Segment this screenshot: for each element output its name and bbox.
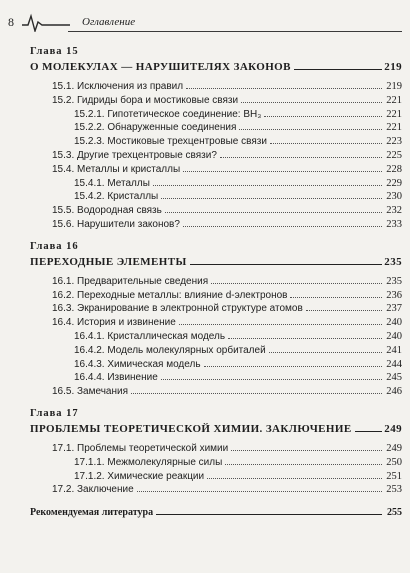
dot-leader <box>228 338 382 339</box>
dot-leader <box>153 185 382 186</box>
chapter-block <box>30 46 402 232</box>
dot-leader <box>204 366 382 367</box>
section-entry[interactable] <box>30 204 402 218</box>
section-entry-page: 225 <box>386 149 402 161</box>
subsection-entry[interactable] <box>30 344 402 358</box>
chapter-label: Глава 17 <box>30 407 79 419</box>
dot-leader <box>131 393 382 394</box>
section-entry[interactable] <box>30 80 402 94</box>
chapter-title-page: 219 <box>384 61 402 73</box>
subsection-entry-text: 16.4.4. Извинение <box>74 372 158 384</box>
subsection-entry-page: 241 <box>386 344 402 356</box>
subsection-entry-text: 15.2.1. Гипотетическое соединение: BH₃ <box>74 108 262 120</box>
subsection-entry-text: 17.1.2. Химические реакции <box>74 470 205 482</box>
dot-leader <box>183 171 382 172</box>
chapter-title-page: 235 <box>384 255 402 268</box>
running-header <box>8 12 402 32</box>
section-entry[interactable] <box>30 275 402 289</box>
section-entry-page: 228 <box>386 163 402 175</box>
subsection-entry-text: 16.4.3. Химическая модель <box>74 358 201 370</box>
header-rule <box>68 31 402 32</box>
subsection-entry[interactable] <box>30 121 402 135</box>
section-entry[interactable] <box>30 289 402 303</box>
subsection-entry-page: 229 <box>386 177 402 189</box>
subsection-entry[interactable] <box>30 358 402 372</box>
table-of-contents <box>30 46 402 520</box>
section-entry-text: 15.4. Металлы и кристаллы <box>52 163 181 175</box>
dot-leader <box>225 464 382 465</box>
section-entry[interactable] <box>30 483 402 497</box>
dot-leader <box>137 491 382 492</box>
references-entry-text: Рекомендуемая литература <box>30 507 154 519</box>
chapter-block <box>30 408 402 497</box>
subsection-entry-page: 230 <box>386 191 402 203</box>
dot-leader <box>270 143 382 144</box>
dot-leader <box>306 310 382 311</box>
dot-leader <box>355 431 382 432</box>
subsection-entry-page: 221 <box>386 122 402 134</box>
section-entry-page: 232 <box>386 205 402 217</box>
section-entry-page: 221 <box>386 94 402 106</box>
section-entry-text: 16.4. История и извинение <box>52 317 176 329</box>
section-entry-text: 15.5. Водородная связь <box>52 205 162 217</box>
chapter-label: Глава 16 <box>30 240 79 252</box>
subsection-entry[interactable] <box>30 470 402 484</box>
section-entry-page: 237 <box>386 303 402 315</box>
section-entry-page: 253 <box>386 484 402 496</box>
section-entry[interactable] <box>30 163 402 177</box>
dot-leader <box>183 226 382 227</box>
section-entry-text: 16.5. Замечания <box>52 386 129 398</box>
section-entry[interactable] <box>30 316 402 330</box>
section-entry[interactable] <box>30 149 402 163</box>
references-entry[interactable] <box>30 506 402 520</box>
dot-leader <box>207 478 382 479</box>
section-entry-text: 16.3. Экранирование в электронной структуре атомов <box>52 303 303 315</box>
subsection-entry-page: 244 <box>386 358 402 370</box>
dot-leader <box>264 116 382 117</box>
page-number: 8 <box>8 15 14 29</box>
section-entry-text: 17.2. Заключение <box>52 484 134 496</box>
dot-leader <box>161 198 382 199</box>
subsection-entry-text: 17.1.1. Межмолекулярные силы <box>74 456 223 468</box>
subsection-entry[interactable] <box>30 456 402 470</box>
chapter-title[interactable] <box>30 422 402 437</box>
references-entry-page: 255 <box>387 507 402 519</box>
section-entry-page: 233 <box>386 218 402 230</box>
section-entry-page: 219 <box>386 81 402 92</box>
section-entry-text: 15.1. Исключения из правил <box>52 81 184 92</box>
chapter-title-text: О МОЛЕКУЛАХ — НАРУШИТЕЛЯХ ЗАКОНОВ <box>30 61 291 73</box>
section-entry-text: 16.1. Предварительные сведения <box>52 275 209 287</box>
dot-leader <box>294 69 382 70</box>
header-title: Оглавление <box>82 16 136 28</box>
subsection-entry[interactable] <box>30 330 402 344</box>
subsection-entry-page: 250 <box>386 456 402 468</box>
section-entry-page: 240 <box>386 317 402 329</box>
section-entry-page: 246 <box>386 386 402 398</box>
dot-leader <box>161 379 382 380</box>
dot-leader <box>165 212 382 213</box>
dot-leader <box>269 352 382 353</box>
dot-leader <box>241 102 382 103</box>
section-entry-page: 249 <box>386 442 402 454</box>
section-entry-text: 17.1. Проблемы теоретической химии <box>52 442 229 454</box>
section-entry-page: 236 <box>386 289 402 301</box>
chapter-block <box>30 241 402 399</box>
dot-leader <box>231 450 382 451</box>
chapter-title[interactable] <box>30 255 402 270</box>
subsection-entry-page: 251 <box>386 470 402 482</box>
section-entry-text: 15.2. Гидриды бора и мостиковые связи <box>52 94 239 106</box>
subsection-entry-page: 221 <box>386 108 402 120</box>
subsection-entry[interactable] <box>30 177 402 191</box>
section-entry[interactable] <box>30 218 402 232</box>
subsection-entry-text: 15.2.2. Обнаруженные соединения <box>74 122 237 134</box>
dot-leader <box>239 129 382 130</box>
subsection-entry-text: 15.4.1. Металлы <box>74 177 150 189</box>
section-entry[interactable] <box>30 94 402 108</box>
subsection-entry-text: 15.2.3. Мостиковые трехцентровые связи <box>74 136 267 148</box>
section-entry-page: 235 <box>386 275 402 287</box>
dot-leader <box>156 514 382 515</box>
chapter-title-text: ПРОБЛЕМЫ ТЕОРЕТИЧЕСКОЙ ХИМИИ. ЗАКЛЮЧЕНИЕ <box>30 422 352 435</box>
chapter-title-text: ПЕРЕХОДНЫЕ ЭЛЕМЕНТЫ <box>30 255 187 268</box>
subsection-entry-page: 240 <box>386 330 402 342</box>
chapter-label: Глава 15 <box>30 46 79 57</box>
subsection-entry-page: 245 <box>386 372 402 384</box>
subsection-entry-text: 15.4.2. Кристаллы <box>74 191 159 203</box>
subsection-entry-page: 223 <box>386 136 402 148</box>
dot-leader <box>190 264 382 265</box>
dot-leader <box>179 324 382 325</box>
section-entry-text: 16.2. Переходные металлы: влияние d-электронов <box>52 289 288 301</box>
chapter-title[interactable] <box>30 60 402 75</box>
dot-leader <box>211 283 382 284</box>
subsection-entry[interactable] <box>30 371 402 385</box>
subsection-entry[interactable] <box>30 135 402 149</box>
section-entry[interactable] <box>30 385 402 399</box>
subsection-entry-text: 16.4.1. Кристаллическая модель <box>74 330 226 342</box>
section-entry-text: 15.3. Другие трехцентровые связи? <box>52 149 217 161</box>
section-entry-text: 15.6. Нарушители законов? <box>52 218 180 230</box>
section-entry[interactable] <box>30 442 402 456</box>
section-entry[interactable] <box>30 302 402 316</box>
subsection-entry[interactable] <box>30 190 402 204</box>
subsection-entry-text: 16.4.2. Модель молекулярных орбиталей <box>74 344 266 356</box>
subsection-entry[interactable] <box>30 108 402 122</box>
dot-leader <box>186 88 382 89</box>
dot-leader <box>290 297 382 298</box>
dot-leader <box>220 157 382 158</box>
chapter-title-page: 249 <box>384 422 402 435</box>
heartbeat-logo-icon <box>22 12 70 37</box>
